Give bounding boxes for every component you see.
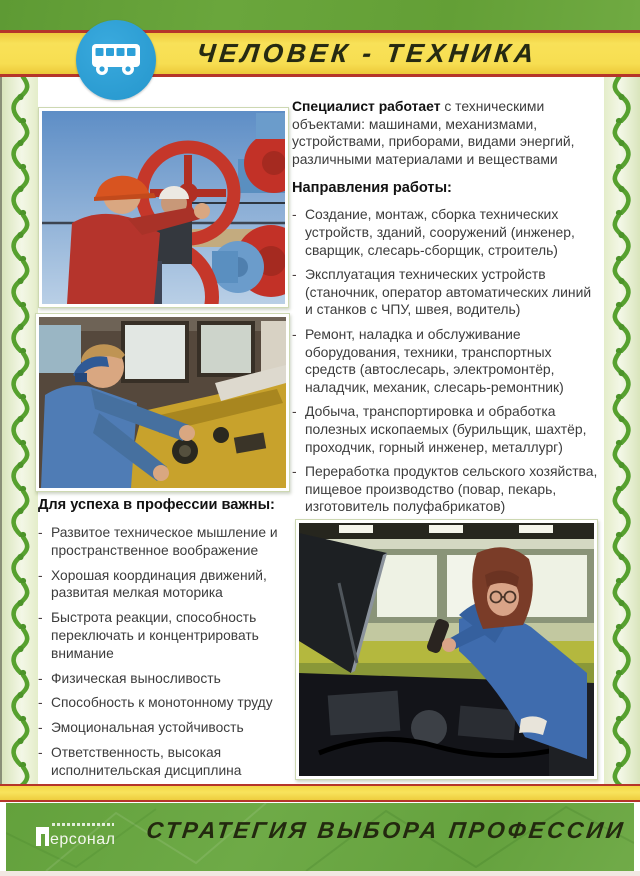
footer-banner (6, 803, 634, 871)
bullet-dash: - (292, 463, 297, 480)
directions-heading: Направления работы: (292, 180, 452, 197)
bullet-dash: - (38, 695, 43, 711)
bottom-edge-strip (0, 871, 640, 876)
list-item-text: Добыча, транспортировка и обработка полезных ископаемых (бурильщик, шахтёр, проходчик, горный инженер, металлург) (305, 403, 587, 455)
bullet-dash: - (292, 325, 297, 342)
directions-list-item (292, 463, 598, 516)
list-item-text: Создание, монтаж, сборка технических устройств, зданий, сооружений (инженер, сварщик, слесарь-сборщик, строитель) (305, 206, 575, 258)
left-border-decoration (0, 77, 38, 784)
success-list-item (38, 670, 290, 688)
directions-list-item (292, 326, 598, 396)
intro-rest: с техническими объектами: машинами, механизмами, устройствами, приборами, видами энергий, различными материалами и веществами (292, 98, 575, 167)
bullet-dash: - (38, 567, 43, 583)
list-item-text: Развитое техническое мышление и пространственное воображение (51, 525, 278, 558)
success-list-item (38, 524, 290, 560)
footer-yellow-strip (0, 784, 640, 802)
list-item-text: Ответственность, высокая исполнительская дисциплина (51, 744, 242, 778)
footer-title: СТРАТЕГИЯ ВЫБОРА ПРОФЕССИИ (144, 817, 628, 843)
success-list-item (38, 567, 290, 603)
bullet-dash: - (292, 266, 297, 283)
bullet-dash: - (38, 610, 43, 626)
logo-p-mark (36, 827, 49, 846)
photo-car-mechanic (295, 519, 598, 780)
list-item-text: Эмоциональная устойчивость (51, 720, 244, 736)
directions-list-item (292, 266, 598, 319)
directions-list-item (292, 206, 598, 259)
success-section (38, 496, 290, 787)
list-item-text: Быстрота реакции, способность переключать и концентрировать внимание (51, 610, 259, 661)
bullet-dash: - (38, 670, 43, 686)
specialist-intro (292, 98, 598, 168)
success-list-item (38, 719, 290, 737)
bus-icon (90, 41, 142, 79)
success-heading: Для успеха в профессии важны: (38, 497, 275, 513)
intro-lead: Специалист работает (292, 98, 441, 114)
work-directions-section (292, 98, 598, 523)
list-item-text: Способность к монотонному труду (51, 695, 273, 711)
right-border-decoration (604, 77, 640, 784)
page-title: ЧЕЛОВЕК - ТЕХНИКА (195, 38, 540, 68)
logo-tagline-marks (52, 823, 114, 826)
personal-logo (36, 823, 146, 849)
list-item-text: Переработка продуктов сельского хозяйства, пищевое производство (повар, пекарь, изготовитель полуфабрикатов) (305, 463, 598, 515)
photo-train-driver (35, 313, 290, 492)
bullet-dash: - (38, 525, 43, 540)
success-list-item (38, 694, 290, 712)
bullet-dash: - (38, 720, 43, 736)
bullet-dash: - (292, 403, 297, 420)
photo-industrial-workers (38, 107, 289, 308)
list-item-text: Эксплуатация технических устройств (станочник, оператор автоматических линий и станков с ЧПУ, швея, водитель) (305, 266, 592, 318)
success-list (38, 524, 290, 780)
logo-text: ерсонал (50, 831, 116, 848)
bus-badge (76, 20, 156, 100)
list-item-text: Хорошая координация движений, развитая мелкая моторика (51, 567, 267, 601)
directions-list-item (292, 403, 598, 456)
bullet-dash: - (38, 744, 43, 760)
list-item-text: Физическая выносливость (51, 670, 221, 686)
directions-list (292, 206, 598, 516)
success-list-item (38, 744, 290, 780)
list-item-text: Ремонт, наладка и обслуживание оборудования, техники, транспортных средств (автослесарь, электромонтёр, наладчик, механик, слесарь-ремонтник) (305, 325, 564, 395)
success-list-item (38, 609, 290, 662)
bullet-dash: - (292, 206, 297, 223)
